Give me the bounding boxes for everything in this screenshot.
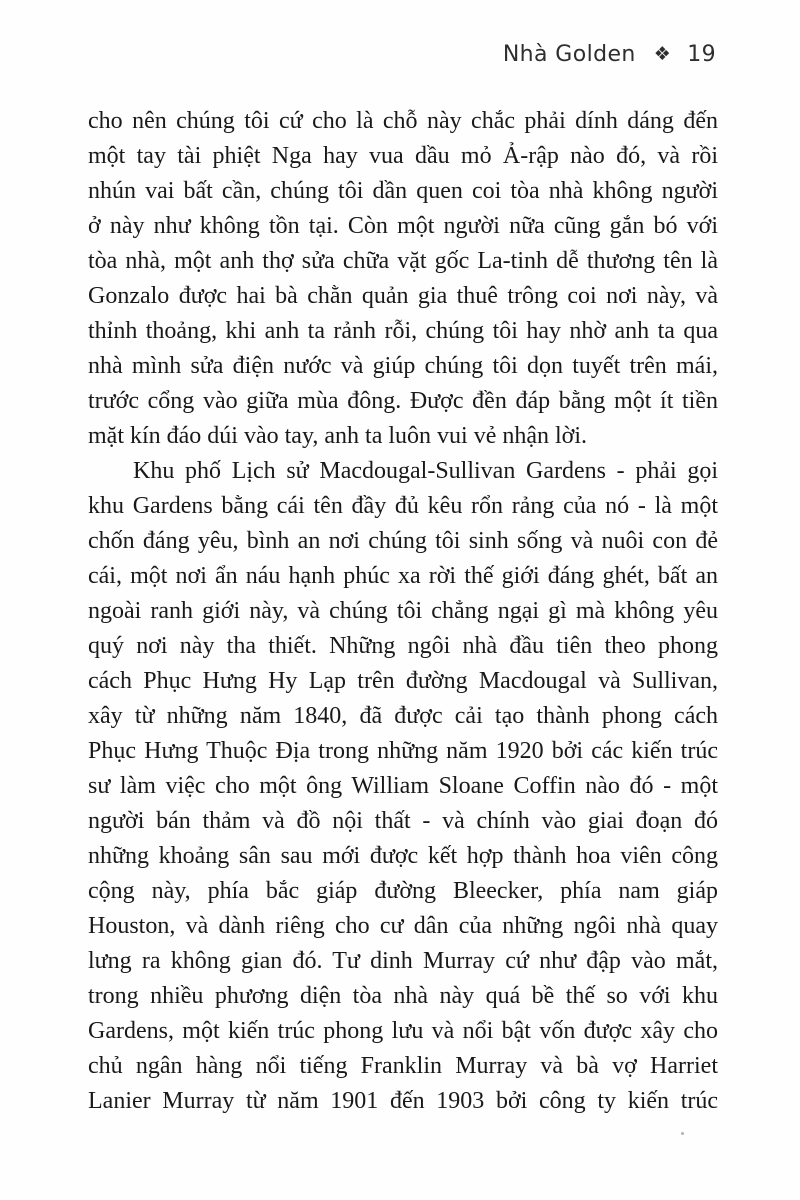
- diamond-ornament-icon: ❖: [653, 43, 672, 65]
- text-line: quý nơi này tha thiết. Những ngôi nhà đầu tiên theo phong: [88, 633, 718, 659]
- text-line: Khu phố Lịch sử Macdougal-Sullivan Gardens - phải gọi: [133, 458, 718, 484]
- text-line: thỉnh thoảng, khi anh ta rảnh rỗi, chúng tôi hay nhờ anh ta qua: [88, 318, 718, 344]
- text-line: xây từ những năm 1840, đã được cải tạo thành phong cách: [88, 703, 718, 729]
- text-line: cộng này, phía bắc giáp đường Bleecker, phía nam giáp: [88, 878, 718, 904]
- text-line: sư làm việc cho một ông William Sloane Coffin nào đó - một: [88, 773, 718, 799]
- page-number: 19: [687, 42, 716, 67]
- text-line: tòa nhà, một anh thợ sửa chữa vặt gốc La-tinh dễ thương tên là: [88, 248, 718, 274]
- paragraph: [88, 454, 718, 1119]
- text-line: người bán thảm và đồ nội thất - và chính vào giai đoạn đó: [88, 808, 718, 834]
- text-line: ở này như không tồn tại. Còn một người nữa cũng gắn bó với: [88, 213, 718, 239]
- paragraph: [88, 104, 718, 454]
- text-line: Lanier Murray từ năm 1901 đến 1903 bởi công ty kiến trúc: [88, 1088, 718, 1114]
- page-body: [88, 104, 718, 1119]
- text-line: lưng ra không gian đó. Tư dinh Murray cứ như đập vào mắt,: [88, 948, 718, 974]
- text-line: cách Phục Hưng Hy Lạp trên đường Macdougal và Sullivan,: [88, 668, 718, 694]
- text-line: chủ ngân hàng nổi tiếng Franklin Murray và bà vợ Harriet: [88, 1053, 718, 1079]
- text-line: mặt kín đáo dúi vào tay, anh ta luôn vui vẻ nhận lời.: [88, 423, 588, 449]
- text-line: chốn đáng yêu, bình an nơi chúng tôi sinh sống và nuôi con đẻ: [88, 528, 718, 554]
- text-line: Gardens, một kiến trúc phong lưu và nổi bật vốn được xây cho: [88, 1018, 718, 1044]
- running-title: Nhà Golden: [502, 42, 636, 67]
- text-line: một tay tài phiệt Nga hay vua dầu mỏ Ả-rập nào đó, và rồi: [88, 143, 718, 169]
- text-line: cho nên chúng tôi cứ cho là chỗ này chắc phải dính dáng đến: [88, 108, 718, 134]
- text-line: ngoài ranh giới này, và chúng tôi chẳng ngại gì mà không yêu: [88, 598, 718, 624]
- text-line: trước cổng vào giữa mùa đông. Được đền đáp bằng một ít tiền: [88, 388, 718, 414]
- text-line: cái, một nơi ẩn náu hạnh phúc xa rời thế giới đáng ghét, bất an: [88, 563, 718, 589]
- text-line: khu Gardens bằng cái tên đầy đủ kêu rổn rảng của nó - là một: [88, 493, 718, 519]
- text-line: những khoảng sân sau mới được kết hợp thành hoa viên công: [88, 843, 718, 869]
- text-line: Gonzalo được hai bà chằn quản gia thuê trông coi nơi này, và: [88, 283, 718, 309]
- page-header: [503, 42, 716, 67]
- text-line: Phục Hưng Thuộc Địa trong những năm 1920 bởi các kiến trúc: [88, 738, 718, 764]
- text-line: nhà mình sửa điện nước và giúp chúng tôi dọn tuyết trên mái,: [88, 353, 718, 379]
- text-line: trong nhiều phương diện tòa nhà này quá bề thế so với khu: [88, 983, 718, 1009]
- scan-speck: [681, 1132, 684, 1135]
- text-line: Houston, và dành riêng cho cư dân của những ngôi nhà quay: [88, 913, 718, 939]
- text-line: nhún vai bất cần, chúng tôi dần quen coi tòa nhà không người: [88, 178, 718, 204]
